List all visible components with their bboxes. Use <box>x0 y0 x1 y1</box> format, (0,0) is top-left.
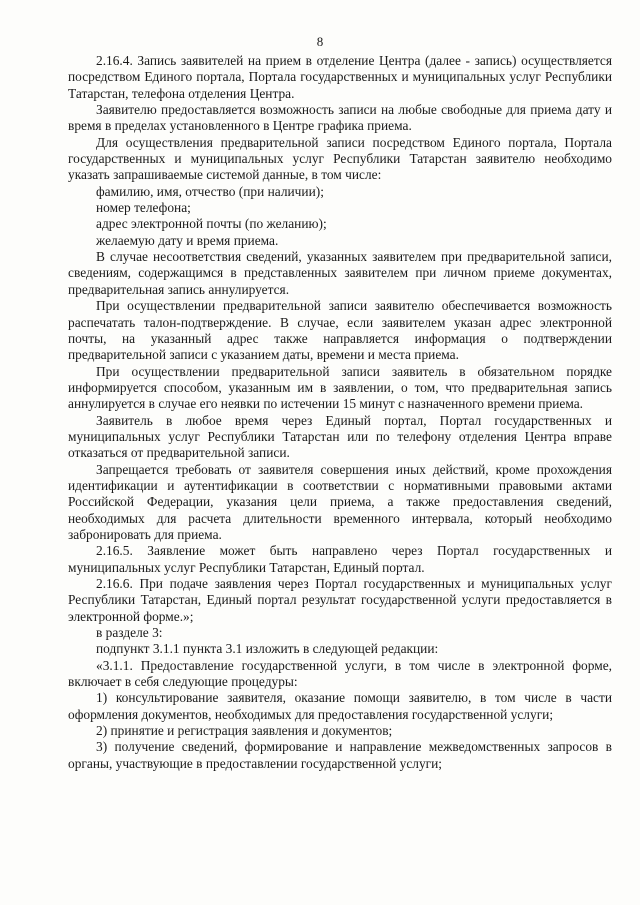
list-item: адрес электронной почты (по желанию); <box>96 216 327 232</box>
paragraph: Заявителю предоставляется возможность записи на любые свободные для приема дату и время в пределах установленного в Центре графика приема. <box>68 102 612 134</box>
paragraph: подпункт 3.1.1 пункта 3.1 изложить в следующей редакции: <box>96 641 439 657</box>
paragraph: «3.1.1. Предоставление государственной услуги, в том числе в электронной форме, включает в себя следующие процедуры: <box>68 657 612 690</box>
document-body <box>68 53 612 772</box>
paragraph: При осуществлении предварительной записи заявитель в обязательном порядке информируется способом, указанным им в заявлении, о том, что предварительная запись аннулируется в случае его неявки по истечении 15 минут с назначенного времени приема. <box>68 363 612 412</box>
list-item: номер телефона; <box>96 200 191 216</box>
paragraph: 1) консультирование заявителя, оказание помощи заявителю, в том числе в части оформления документов, необходимых для предоставления государственной услуги; <box>68 690 612 722</box>
paragraph: 2.16.4. Запись заявителей на прием в отделение Центра (далее - запись) осуществляется посредством Единого портала, Портала государственных и муниципальных услуг Республики Татарстан, телефона отделения Центра. <box>68 53 612 101</box>
list-item: желаемую дату и время приема. <box>96 232 279 248</box>
page-number: 8 <box>316 34 324 49</box>
paragraph: 3) получение сведений, формирование и направление межведомственных запросов в органы, участвующие в предоставлении государственной услуги; <box>68 739 612 771</box>
paragraph: 2) принятие и регистрация заявления и документов; <box>96 723 393 739</box>
paragraph: При осуществлении предварительной записи заявителю обеспечивается возможность распечатать талон-подтверждение. В случае, если заявителем указан адрес электронной почты, на указанный адрес также направляется информация о подтверждении предварительной записи с указанием даты, времени и места приема. <box>68 298 612 363</box>
paragraph: Для осуществления предварительной записи посредством Единого портала, Портала государственных и муниципальных услуг Республики Татарстан заявителю необходимо указать запрашиваемые системой данные, в том числе: <box>68 134 612 183</box>
paragraph: в разделе 3: <box>96 625 163 641</box>
paragraph: В случае несоответствия сведений, указанных заявителем при предварительной записи, сведениям, содержащимся в представленных заявителем при личном приеме документах, предварительная запись аннулируется. <box>68 249 612 297</box>
paragraph: 2.16.6. При подаче заявления через Портал государственных и муниципальных услуг Республики Татарстан, Единый портал результат государственной услуги предоставляется в электронной форме.»; <box>68 576 612 624</box>
paragraph: 2.16.5. Заявление может быть направлено через Портал государственных и муниципальных услуг Республики Татарстан, Единый портал. <box>68 543 612 575</box>
list-item: фамилию, имя, отчество (при наличии); <box>96 183 324 199</box>
paragraph: Заявитель в любое время через Единый портал, Портал государственных и муниципальных услуг Республики Татарстан или по телефону отделения Центра вправе отказаться от предварительной записи. <box>68 412 612 461</box>
paragraph: Запрещается требовать от заявителя совершения иных действий, кроме прохождения идентификации и аутентификации в соответствии с нормативными правовыми актами Российской Федерации, указания цели приема, а также предоставления сведений, необходимых для расчета длительности временного интервала, который необходимо забронировать для приема. <box>68 461 612 542</box>
